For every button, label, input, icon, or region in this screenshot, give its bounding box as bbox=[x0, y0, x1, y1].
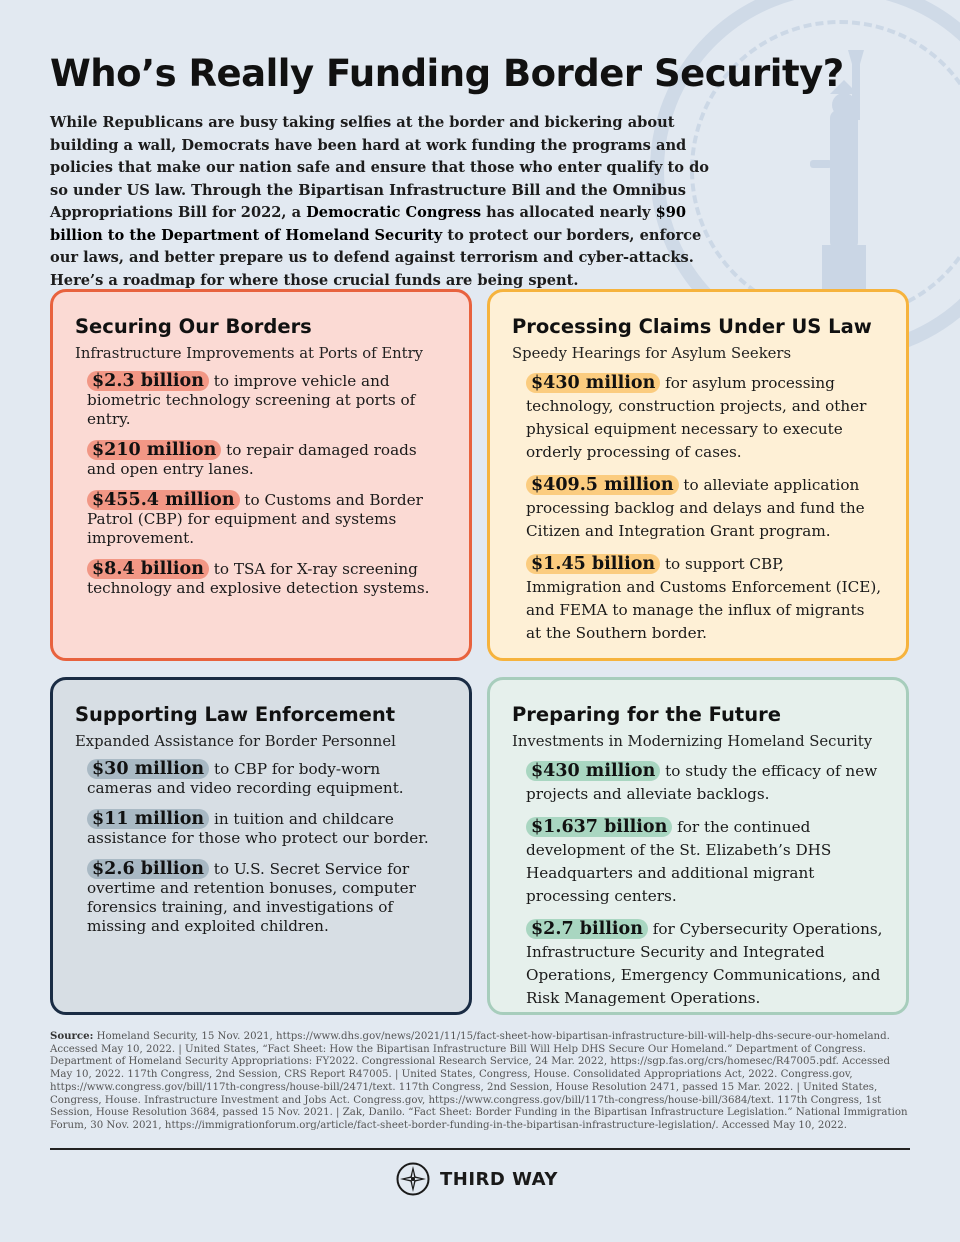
funding-item: $210 million to repair damaged roads and open entry lanes. bbox=[87, 440, 417, 478]
card-title: Processing Claims Under US Law bbox=[512, 315, 872, 338]
funding-amount: $1.637 billion bbox=[526, 817, 672, 837]
funding-item: $409.5 million to alleviate application processing backlog and delays and fund the Citizen and Integration Grant program. bbox=[526, 475, 865, 540]
source-label: Source: bbox=[50, 1030, 94, 1042]
funding-item: $430 million to study the efficacy of new projects and alleviate backlogs. bbox=[526, 761, 878, 803]
funding-item: $430 million for asylum processing technology, construction projects, and other physical equipment necessary to execute orderly processing of cases. bbox=[526, 373, 867, 461]
funding-item: $1.637 billion for the continued development of the St. Elizabeth’s DHS Headquarters and additional migrant processing centers. bbox=[526, 817, 832, 905]
funding-amount: $430 million bbox=[526, 761, 660, 781]
funding-amount: $1.45 billion bbox=[526, 554, 660, 574]
card-subtitle: Speedy Hearings for Asylum Seekers bbox=[512, 345, 792, 362]
funding-amount: $455.4 million bbox=[87, 490, 240, 510]
card-title: Securing Our Borders bbox=[75, 315, 312, 338]
funding-amount: $2.3 billion bbox=[87, 371, 209, 391]
funding-amount: $409.5 million bbox=[526, 475, 679, 495]
third-way-logo bbox=[396, 1162, 558, 1196]
funding-item: $455.4 million to Customs and Border Patrol (CBP) for equipment and systems improvement. bbox=[87, 490, 423, 547]
card-subtitle: Infrastructure Improvements at Ports of Entry bbox=[75, 345, 424, 362]
compass-icon bbox=[396, 1162, 430, 1196]
funding-amount: $8.4 billion bbox=[87, 559, 209, 579]
source-citations: Source: Homeland Security, 15 Nov. 2021, https://www.dhs.gov/news/2021/11/15/fact-sheet-how-bipartisan-infrastructure-bill-will-help-dhs-secure-our-homeland. Accessed May 10, 2022. | United States, “Fact Sheet: How the Bipartisan Infrastructure Bill Will Help DHS Secure Our Homeland.” Department of Congress. Department of Homeland Security Appropriations: FY2022. Congressional Research Service, 24 Mar. 2022, https://sgp.fas.org/crs/homesec/R47005.pdf. Accessed May 10, 2022. 117th Congress, 2nd Session, CRS Report R47005. | United States, Congress, House. Consolidated Appropriations Act, 2022. Congress.gov, https://www.congress.gov/bill/117th-congress/house-bill/2471/text. 117th Congress, 2nd Session, House Resolution 2471, passed 15 Mar. 2022. | United States, Congress, House. Infrastructure Investment and Jobs Act. Congress.gov, https://www.congress.gov/bill/117th-congress/house-bill/3684/text. 117th Congress, 1st Session, House Resolution 3684, passed 15 Nov. 2021. | Zak, Danilo. “Fact Sheet: Border Funding in the Bipartisan Infrastructure Legislation.” National Immigration Forum, 30 Nov. 2021, https://immigrationforum.org/article/fact-sheet-border-funding-in-the-bipartisan-infrastructure-legislation/. Accessed May 10, 2022. bbox=[50, 1030, 908, 1131]
funding-amount: $210 million bbox=[87, 440, 221, 460]
funding-item: $1.45 billion to support CBP, Immigration and Customs Enforcement (ICE), and FEMA to manage the influx of migrants at the Southern border. bbox=[526, 554, 882, 642]
funding-item: $8.4 billion to TSA for X-ray screening technology and explosive detection systems. bbox=[87, 559, 430, 597]
funding-item: $2.3 billion to improve vehicle and biometric technology screening at ports of entry. bbox=[87, 371, 416, 428]
funding-item: $11 million in tuition and childcare assistance for those who protect our border. bbox=[87, 809, 429, 847]
card-subtitle: Investments in Modernizing Homeland Security bbox=[512, 733, 873, 750]
funding-amount: $2.6 billion bbox=[87, 859, 209, 879]
card-supporting-law-enforcement bbox=[50, 677, 472, 1015]
card-subtitle: Expanded Assistance for Border Personnel bbox=[75, 733, 396, 750]
card-preparing-future bbox=[487, 677, 909, 1015]
funding-amount: $430 million bbox=[526, 373, 660, 393]
footer-divider bbox=[50, 1148, 910, 1150]
intro-bold-dhs-amount: $90 billion to the Department of Homeland Security bbox=[50, 204, 687, 244]
intro-paragraph: While Republicans are busy taking selfies at the border and bickering about building a wall, Democrats have been hard at work funding the programs and policies that make our nation safe and ensure that those who enter qualify to do so under US law. Through the Bipartisan Infrastructure Bill and the Omnibus Appropriations Bill for 2022, a Democratic Congress has allocated nearly $90 billion to the Department of Homeland Security to protect our borders, enforce our laws, and better prepare us to defend against terrorism and cyber-attacks. Here’s a roadmap for where those crucial funds are being spent. bbox=[50, 114, 710, 289]
intro-bold-democratic-congress: Democratic Congress bbox=[306, 204, 482, 221]
funding-item: $30 million to CBP for body-worn cameras and video recording equipment. bbox=[87, 759, 404, 797]
funding-amount: $11 million bbox=[87, 809, 209, 829]
funding-amount: $30 million bbox=[87, 759, 209, 779]
funding-amount: $2.7 billion bbox=[526, 919, 648, 939]
funding-item: $2.6 billion to U.S. Secret Service for overtime and retention bonuses, computer forensics training, and investigations of missing and exploited children. bbox=[87, 859, 416, 935]
card-securing-borders bbox=[50, 289, 472, 661]
brand-name: THIRD WAY bbox=[440, 1168, 558, 1190]
card-processing-claims bbox=[487, 289, 909, 661]
card-title: Preparing for the Future bbox=[512, 703, 781, 726]
funding-item: $2.7 billion for Cybersecurity Operations, Infrastructure Security and Integrated Operations, Emergency Communications, and Risk Management Operations. bbox=[526, 919, 883, 1007]
page-title: Who’s Really Funding Border Security? bbox=[50, 52, 844, 95]
card-title: Supporting Law Enforcement bbox=[75, 703, 396, 726]
